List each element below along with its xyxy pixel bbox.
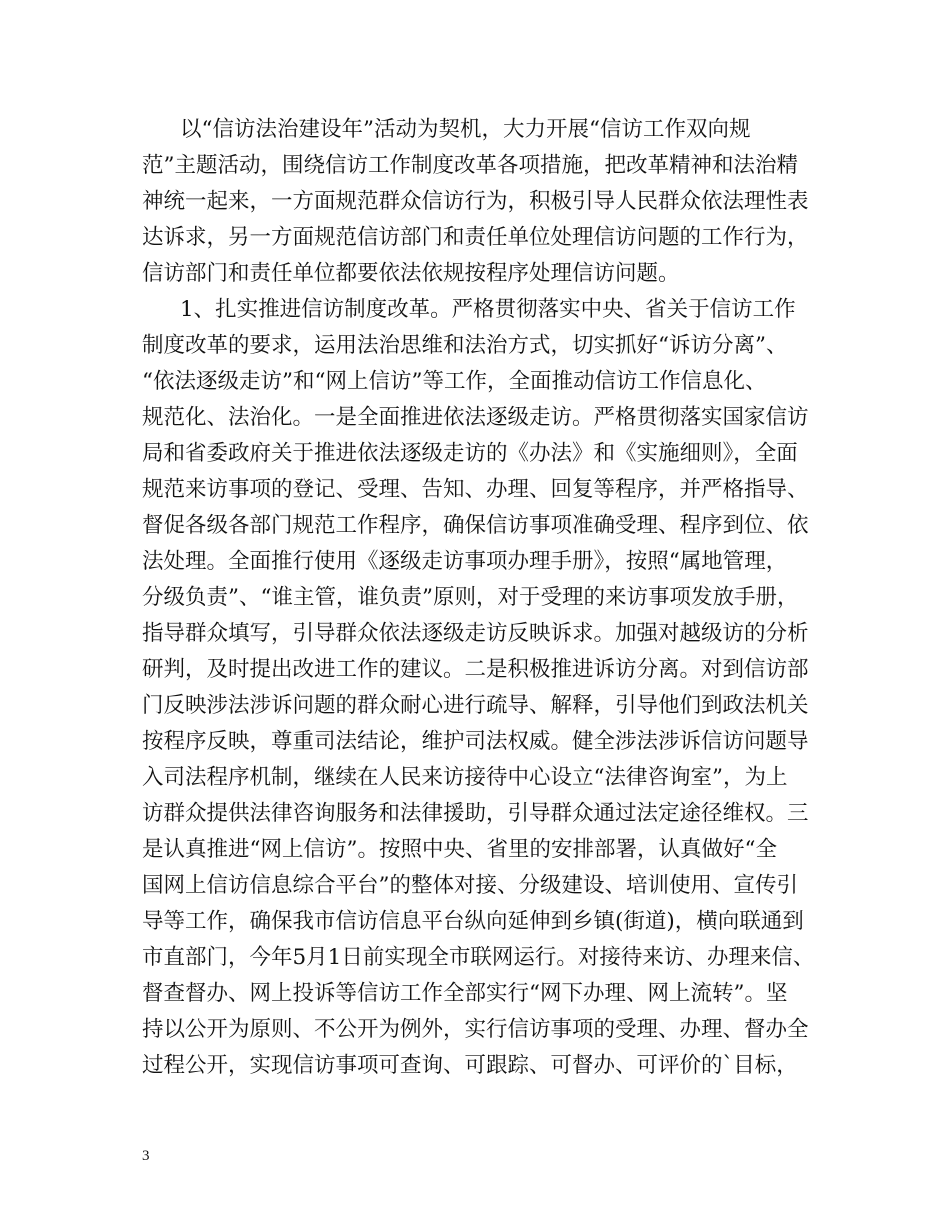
text-line: 督促各级各部门规范工作程序，确保信访事项准确受理、程序到位、依 xyxy=(142,513,809,538)
text-line: 市直部门，今年5月1日前实现全市联网运行。对接待来访、办理来信、 xyxy=(142,945,815,970)
text-line: 持以公开为原则、不公开为例外，实行信访事项的受理、办理、督办全 xyxy=(142,1017,809,1042)
text-line: 是认真推进“网上信访”。按照中央、省里的安排部署，认真做好“全 xyxy=(142,837,777,862)
text-line: 规范化、法治化。一是全面推进依法逐级走访。严格贯彻落实国家信访 xyxy=(142,405,809,430)
text-line: 研判，及时提出改进工作的建议。二是积极推进诉访分离。对到信访部 xyxy=(142,657,809,682)
text-line: 1、扎实推进信访制度改革。严格贯彻落实中央、省关于信访工作 xyxy=(180,297,796,322)
text-line: 督查督办、网上投诉等信访工作全部实行“网下办理、网上流转”。坚 xyxy=(142,981,788,1006)
text-line: 门反映涉法涉诉问题的群众耐心进行疏导、解释，引导他们到政法机关 xyxy=(142,693,809,718)
text-line: 神统一起来，一方面规范群众信访行为，积极引导人民群众依法理性表 xyxy=(142,189,809,214)
text-line: 分级负责”、“谁主管，谁负责”原则，对于受理的来访事项发放手册， xyxy=(142,585,799,610)
text-line: 制度改革的要求，运用法治思维和法治方式，切实抓好“诉访分离”、 xyxy=(142,333,788,358)
text-line: 达诉求，另一方面规范信访部门和责任单位处理信访问题的工作行为， xyxy=(142,225,809,250)
text-line: 指导群众填写，引导群众依法逐级走访反映诉求。加强对越级访的分析 xyxy=(142,621,809,646)
text-line: 国网上信访信息综合平台”的整体对接、分级建设、培训使用、宣传引 xyxy=(142,873,798,898)
text-line: 规范来访事项的登记、受理、告知、办理、回复等程序，并严格指导、 xyxy=(142,477,809,502)
text-line: 以“信访法治建设年”活动为契机，大力开展“信访工作双向规 xyxy=(180,117,751,142)
page-number: 3 xyxy=(142,1148,150,1164)
text-line: 范”主题活动，围绕信访工作制度改革各项措施，把改革精神和法治精 xyxy=(142,153,798,178)
text-line: 信访部门和责任单位都要依法依规按程序处理信访问题。 xyxy=(142,261,680,286)
text-line: 访群众提供法律咨询服务和法律援助，引导群众通过法定途径维权。三 xyxy=(142,801,809,826)
text-line: 入司法程序机制，继续在人民来访接待中心设立“法律咨询室”，为上 xyxy=(142,765,788,790)
text-line: “依法逐级走访”和“网上信访”等工作，全面推动信访工作信息化、 xyxy=(142,369,767,394)
text-line: 按程序反映，尊重司法结论，维护司法权威。健全涉法涉诉信访问题导 xyxy=(142,729,809,754)
text-line: 导等工作，确保我市信访信息平台纵向延伸到乡镇(街道)，横向联通到 xyxy=(142,909,804,934)
text-line: 法处理。全面推行使用《逐级走访事项办理手册》，按照“属地管理， xyxy=(142,549,788,574)
text-line: 局和省委政府关于推进依法逐级走访的《办法》和《实施细则》，全面 xyxy=(142,441,798,466)
text-line: 过程公开，实现信访事项可查询、可跟踪、可督办、可评价的`目标， xyxy=(142,1053,798,1078)
